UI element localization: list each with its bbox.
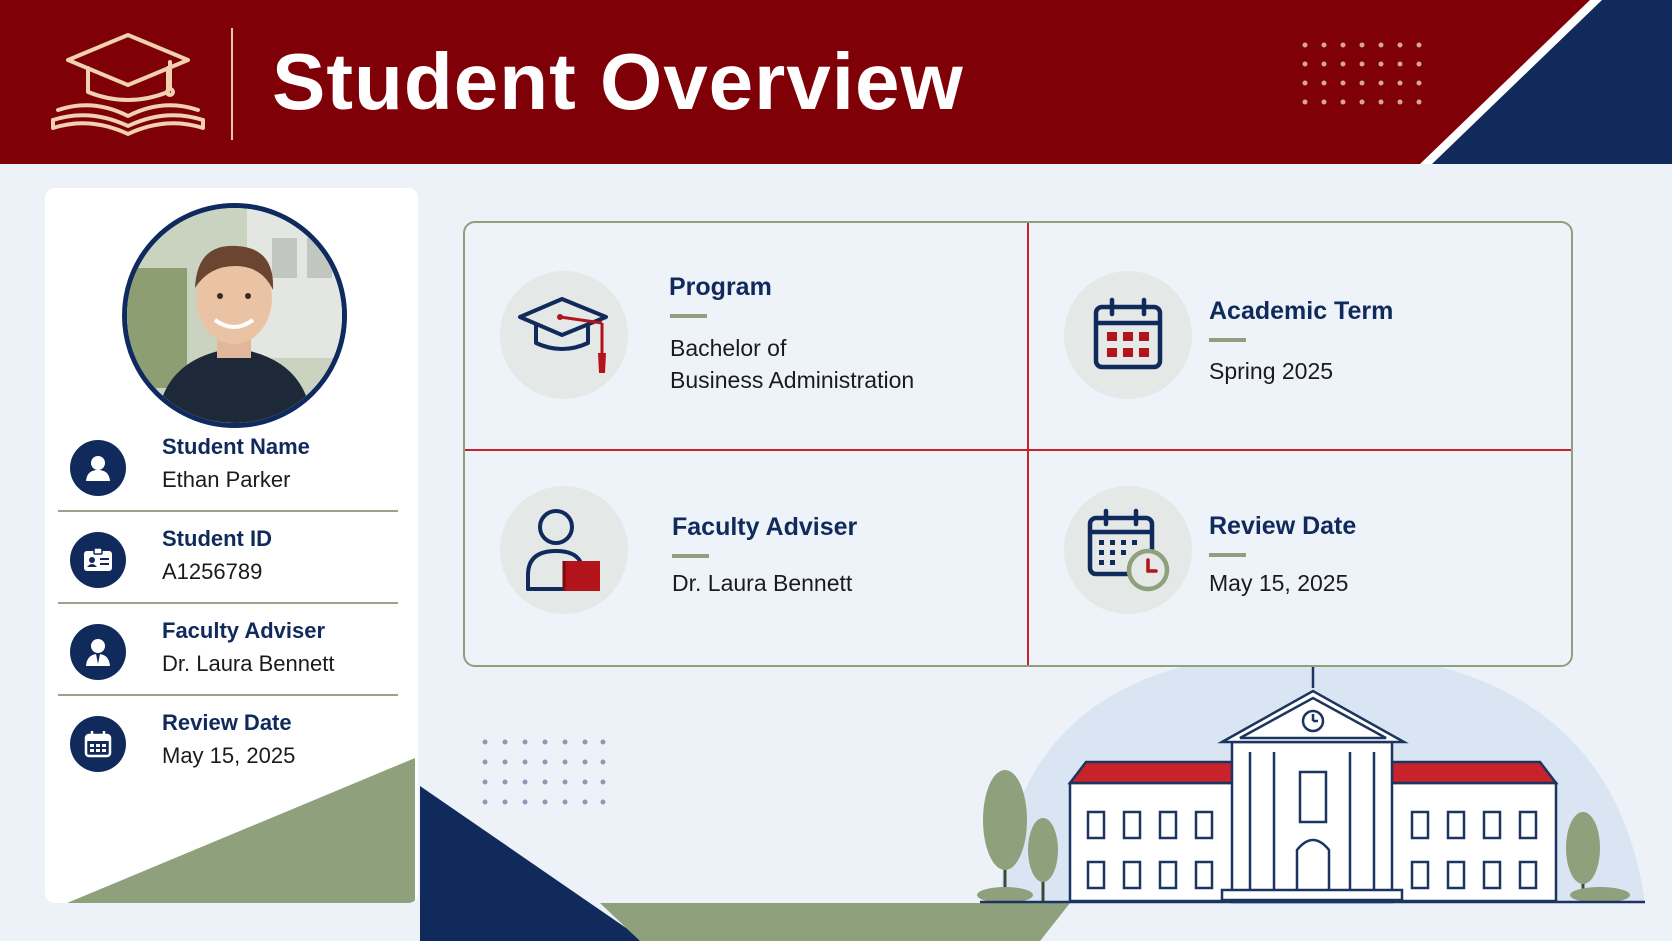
review-date-cell-label: Review Date <box>1209 512 1357 540</box>
student-profile-card <box>45 188 418 903</box>
faculty-adviser-underline <box>672 554 709 558</box>
academic-term-underline <box>1209 338 1246 342</box>
student-id-row <box>58 512 398 604</box>
page-title: Student Overview <box>272 37 964 126</box>
green-ground-shape <box>600 903 1070 941</box>
faculty-adviser-label: Faculty Adviser <box>162 618 326 643</box>
details-grid-panel <box>463 221 1573 667</box>
person-icon <box>70 440 126 496</box>
student-id-label: Student ID <box>162 526 272 551</box>
review-date-label: Review Date <box>162 710 292 735</box>
faculty-adviser-cell <box>465 451 1025 667</box>
calendar-icon <box>70 716 126 772</box>
review-date-cell-value: May 15, 2025 <box>1209 570 1349 596</box>
academic-term-value: Spring 2025 <box>1209 358 1334 384</box>
academic-term-cell <box>1029 223 1573 447</box>
review-date-value: May 15, 2025 <box>162 743 296 768</box>
adviser-icon <box>70 624 126 680</box>
program-value-line1: Bachelor of <box>670 335 787 361</box>
program-underline <box>670 314 707 318</box>
decorative-dot-grid <box>483 740 606 805</box>
review-date-row <box>58 696 398 788</box>
program-cell <box>465 223 1025 447</box>
calendar-grid-icon <box>1064 271 1192 399</box>
faculty-adviser-cell-label: Faculty Adviser <box>672 513 858 541</box>
calendar-clock-icon <box>1064 486 1192 614</box>
student-name-row <box>58 420 398 512</box>
program-value-line2: Business Administration <box>670 367 915 393</box>
student-photo <box>122 203 347 428</box>
faculty-adviser-cell-value: Dr. Laura Bennett <box>672 570 853 596</box>
id-card-icon <box>70 532 126 588</box>
student-name-value: Ethan Parker <box>162 467 291 492</box>
graduation-cap-icon <box>500 271 628 399</box>
student-id-value: A1256789 <box>162 559 263 584</box>
adviser-book-icon <box>500 486 628 614</box>
review-date-cell <box>1029 451 1573 667</box>
review-date-underline <box>1209 553 1246 557</box>
student-name-label: Student Name <box>162 434 310 459</box>
program-label: Program <box>669 273 772 301</box>
faculty-adviser-value: Dr. Laura Bennett <box>162 651 335 676</box>
navy-triangle-shape <box>420 786 645 941</box>
academic-term-label: Academic Term <box>1209 297 1394 325</box>
faculty-adviser-row <box>58 604 398 696</box>
